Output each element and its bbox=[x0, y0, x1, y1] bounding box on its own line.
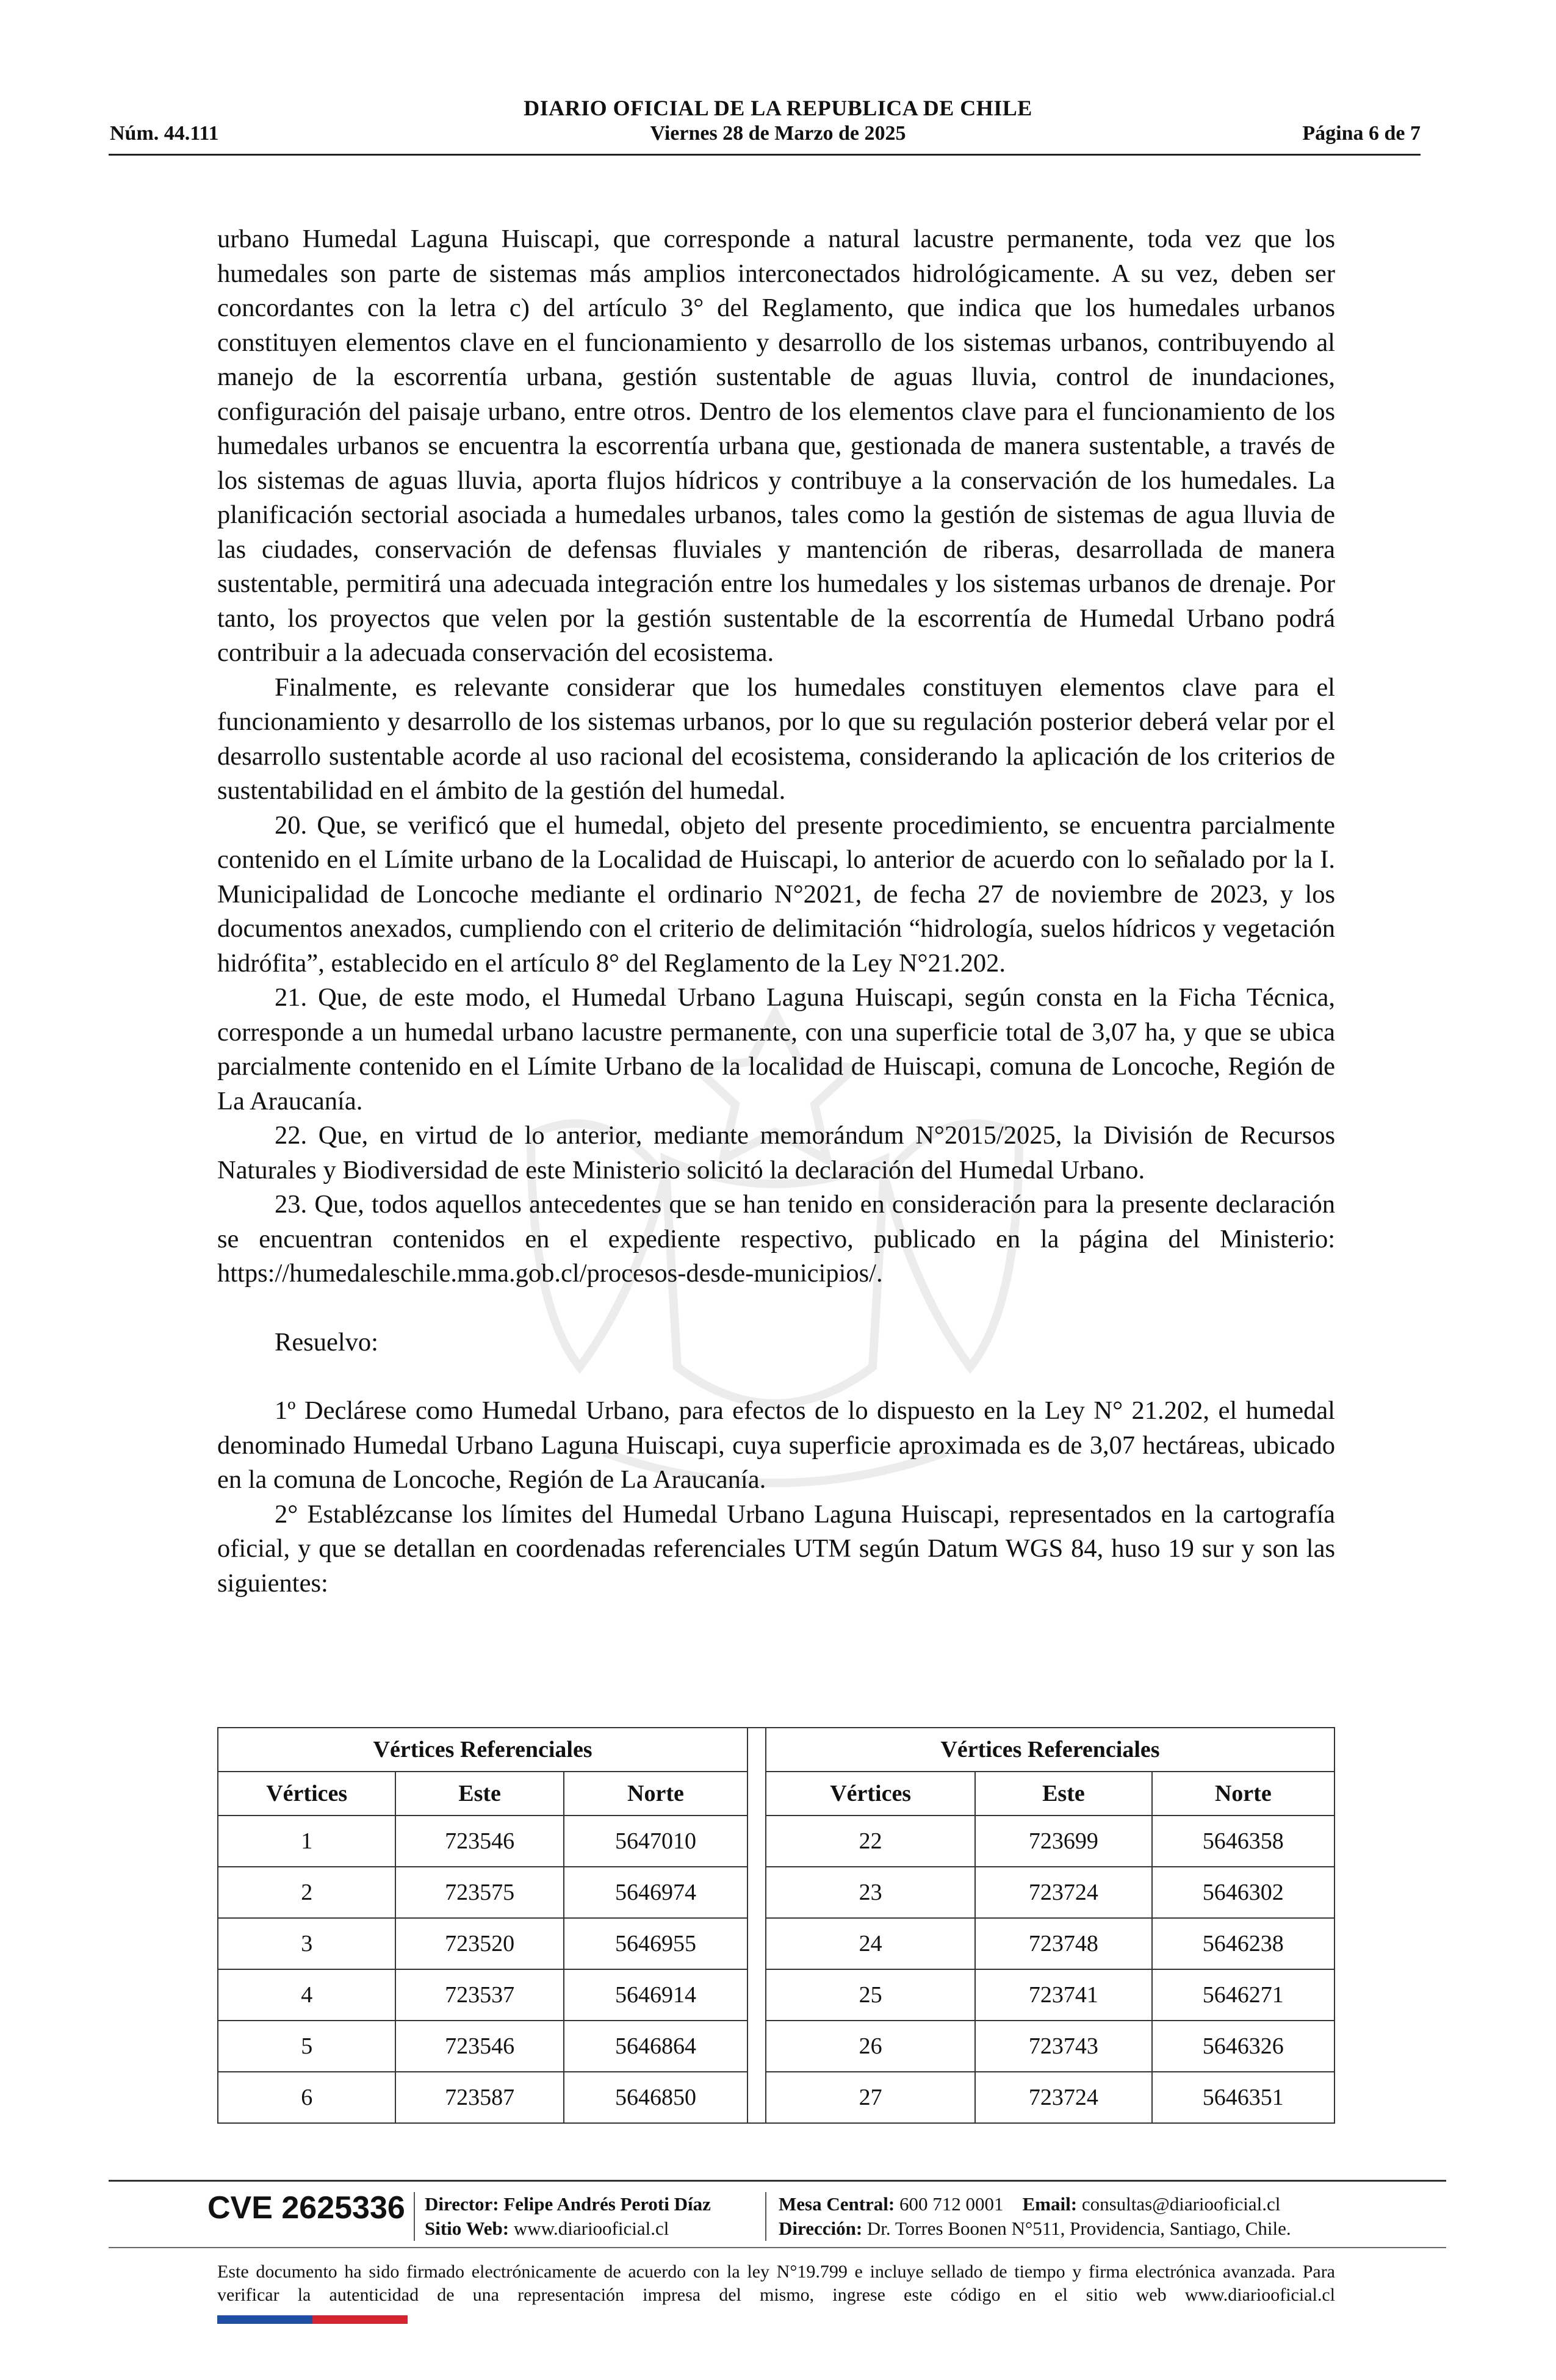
table-row bbox=[218, 1918, 1334, 1969]
cell-este: 723520 bbox=[395, 1918, 563, 1969]
cell-norte: 5646914 bbox=[564, 1969, 747, 2021]
col-header-vertices: Vértices bbox=[766, 1772, 975, 1816]
table-separator bbox=[747, 1728, 766, 2123]
cell-vertex: 1 bbox=[218, 1816, 395, 1867]
email-link[interactable]: consultas@diariooficial.cl bbox=[1081, 2193, 1281, 2215]
paragraph-continuation: urbano Humedal Laguna Huiscapi, que corresponde a natural lacustre permanente, toda vez que los humedales son parte de sistemas más amplios interconectados hidrológicamente. A su vez, deben ser concordantes con la letra c) del artículo 3° del Reglamento, que indica que los humedales urbanos constituyen elementos clave en el funcionamiento y desarrollo de los sistemas urbanos, contribuyendo al manejo de la escorrentía urbana, gestión sustentable de aguas lluvia, control de inundaciones, configuración del paisaje urbano, entre otros. Dentro de los elementos clave para el funcionamiento de los humedales urbanos se encuentra la escorrentía urbana que, gestionada de manera sustentable, a través de los sistemas de aguas lluvia, aporta flujos hídricos y contribuye a la conservación de los humedales. La planificación sectorial asociada a humedales urbanos, tales como la gestión de sistemas de agua lluvia de las ciudades, conservación de defensas fluviales y mantención de riberas, desarrollada de manera sustentable, permitirá una adecuada integración entre los humedales y los sistemas urbanos de drenaje. Por tanto, los proyectos que velen por la gestión sustentable de la escorrentía de Humedal Urbano podrá contribuir a la adecuada conservación del ecosistema. bbox=[217, 225, 1335, 667]
footer-director-block bbox=[425, 2192, 711, 2241]
website-label: Sitio Web: bbox=[425, 2218, 510, 2239]
paragraph-20: 20. Que, se verificó que el humedal, objeto del presente procedimiento, se encuentra parcialmente contenido en el Límite urbano de la Localidad de Huiscapi, lo anterior de acuerdo con lo señalado por la I. Municipalidad de Loncoche mediante el ordinario N°2021, de fecha 27 de noviembre de 2023, y los documentos anexados, cumpliendo con el criterio de delimitación “hidrología, suelos hídricos y vegetación hidrófita”, establecido en el artículo 8° del Reglamento de la Ley N°21.202. bbox=[217, 810, 1335, 978]
email-label: Email: bbox=[1022, 2193, 1078, 2215]
cell-norte: 5646302 bbox=[1152, 1867, 1334, 1918]
resolution-heading: Resuelvo: bbox=[275, 1327, 378, 1357]
resolution-item-2: 2° Establézcanse los límites del Humedal Urbano Laguna Huiscapi, representados en la cartografía oficial, y que se detallan en coordenadas referenciales UTM según Datum WGS 84, huso 19 sur y son las siguientes: bbox=[217, 1499, 1335, 1598]
cell-este: 723748 bbox=[975, 1918, 1151, 1969]
address-label: Dirección: bbox=[779, 2218, 863, 2239]
cell-norte: 5646850 bbox=[564, 2072, 747, 2123]
cell-este: 723743 bbox=[975, 2021, 1151, 2072]
cell-vertex: 27 bbox=[766, 2072, 975, 2123]
cell-norte: 5647010 bbox=[564, 1816, 747, 1867]
director-name: Felipe Andrés Peroti Díaz bbox=[503, 2193, 711, 2215]
legal-notice: Este documento ha sido firmado electrónicamente de acuerdo con la ley N°19.799 e incluye sellado de tiempo y firma electrónica avanzada. Para verificar la autenticidad de una representación impresa del mismo, ingrese este código en el sitio web www.diariooficial.cl bbox=[217, 2262, 1335, 2305]
footer-separator bbox=[414, 2192, 415, 2241]
resolution-item-1: 1º Declárese como Humedal Urbano, para efectos de lo dispuesto en la Ley N° 21.202, el humedal denominado Humedal Urbano Laguna Huiscapi, cuya superficie aproximada es de 3,07 hectáreas, ubicado en la comuna de Loncoche, Región de La Araucanía. bbox=[217, 1396, 1335, 1494]
flag-blue-bar bbox=[217, 2315, 312, 2324]
paragraph-22: 22. Que, en virtud de lo anterior, mediante memorándum N°2015/2025, la División de Recursos Naturales y Biodiversidad de este Ministerio solicitó la declaración del Humedal Urbano. bbox=[217, 1121, 1335, 1185]
cell-vertex: 23 bbox=[766, 1867, 975, 1918]
publication-title: DIARIO OFICIAL DE LA REPUBLICA DE CHILE bbox=[524, 96, 1032, 120]
website-link[interactable]: www.diariooficial.cl bbox=[513, 2218, 669, 2239]
cell-vertex: 24 bbox=[766, 1918, 975, 1969]
cell-este: 723724 bbox=[975, 2072, 1151, 2123]
table-row bbox=[218, 1816, 1334, 1867]
coordinates-table bbox=[217, 1727, 1335, 2124]
flag-red-bar bbox=[312, 2315, 408, 2324]
table-row bbox=[218, 2021, 1334, 2072]
publication-date: Viernes 28 de Marzo de 2025 bbox=[650, 122, 906, 145]
page-indicator: Página 6 de 7 bbox=[1302, 122, 1421, 145]
cell-norte: 5646974 bbox=[564, 1867, 747, 1918]
cell-este: 723724 bbox=[975, 1867, 1151, 1918]
address-value: Dr. Torres Boonen N°511, Providencia, Santiago, Chile. bbox=[866, 2218, 1291, 2239]
col-header-norte: Norte bbox=[1152, 1772, 1334, 1816]
col-header-este: Este bbox=[975, 1772, 1151, 1816]
cell-este: 723741 bbox=[975, 1969, 1151, 2021]
mesa-label: Mesa Central: bbox=[779, 2193, 895, 2215]
cell-norte: 5646351 bbox=[1152, 2072, 1334, 2123]
cell-norte: 5646271 bbox=[1152, 1969, 1334, 2021]
cell-vertex: 25 bbox=[766, 1969, 975, 2021]
cell-vertex: 22 bbox=[766, 1816, 975, 1867]
footer-divider-secondary bbox=[109, 2247, 1446, 2248]
cell-este: 723537 bbox=[395, 1969, 563, 2021]
group-title-right: Vértices Referenciales bbox=[766, 1728, 1334, 1772]
paragraph-23: 23. Que, todos aquellos antecedentes que se han tenido en consideración para la presente declaración se encuentran contenidos en el expediente respectivo, publicado en la página del Ministerio: https://humedaleschile.mma.gob.cl/procesos-desde-municipios/. bbox=[217, 1190, 1335, 1288]
director-label: Director: bbox=[425, 2193, 499, 2215]
footer-contact-block bbox=[779, 2192, 1291, 2241]
cell-este: 723575 bbox=[395, 1867, 563, 1918]
cell-norte: 5646326 bbox=[1152, 2021, 1334, 2072]
issue-number: Núm. 44.111 bbox=[110, 122, 219, 145]
table-group-header-row bbox=[218, 1728, 1334, 1772]
cell-este: 723546 bbox=[395, 2021, 563, 2072]
cve-code: CVE 2625336 bbox=[207, 2190, 405, 2226]
cell-este: 723699 bbox=[975, 1816, 1151, 1867]
cell-norte: 5646238 bbox=[1152, 1918, 1334, 1969]
paragraph-finalmente: Finalmente, es relevante considerar que los humedales constituyen elementos clave para el funcionamiento y desarrollo de los sistemas urbanos, por lo que su regulación posterior deberá velar por el desarrollo sustentable acorde al uso racional del ecosistema, considerando la aplicación de los criterios de sustentabilidad en el ámbito de la gestión del humedal. bbox=[217, 673, 1335, 805]
table-row bbox=[218, 1969, 1334, 2021]
col-header-vertices: Vértices bbox=[218, 1772, 395, 1816]
cell-vertex: 3 bbox=[218, 1918, 395, 1969]
cell-norte: 5646955 bbox=[564, 1918, 747, 1969]
cell-este: 723546 bbox=[395, 1816, 563, 1867]
col-header-norte: Norte bbox=[564, 1772, 747, 1816]
mesa-phone: 600 712 0001 bbox=[899, 2193, 1004, 2215]
group-title-left: Vértices Referenciales bbox=[218, 1728, 747, 1772]
document-body bbox=[217, 222, 1335, 1601]
footer-separator bbox=[765, 2192, 766, 2241]
cell-vertex: 6 bbox=[218, 2072, 395, 2123]
table-row bbox=[218, 1867, 1334, 1918]
cell-este: 723587 bbox=[395, 2072, 563, 2123]
col-header-este: Este bbox=[395, 1772, 563, 1816]
cell-vertex: 4 bbox=[218, 1969, 395, 2021]
flag-stripe bbox=[217, 2315, 408, 2324]
cell-vertex: 26 bbox=[766, 2021, 975, 2072]
cell-norte: 5646358 bbox=[1152, 1816, 1334, 1867]
cell-vertex: 5 bbox=[218, 2021, 395, 2072]
header-divider bbox=[109, 154, 1421, 156]
paragraph-21: 21. Que, de este modo, el Humedal Urbano Laguna Huiscapi, según consta en la Ficha Técnica, corresponde a un humedal urbano lacustre permanente, con una superficie total de 3,07 ha, y que se ubica parcialmente contenido en el Límite Urbano de la localidad de Huiscapi, comuna de Loncoche, Región de La Araucanía. bbox=[217, 983, 1335, 1116]
cell-vertex: 2 bbox=[218, 1867, 395, 1918]
table-column-header-row bbox=[218, 1772, 1334, 1816]
table-row bbox=[218, 2072, 1334, 2123]
coordinates-table-wrapper bbox=[217, 1727, 1335, 2124]
footer-divider bbox=[109, 2180, 1446, 2182]
cell-norte: 5646864 bbox=[564, 2021, 747, 2072]
